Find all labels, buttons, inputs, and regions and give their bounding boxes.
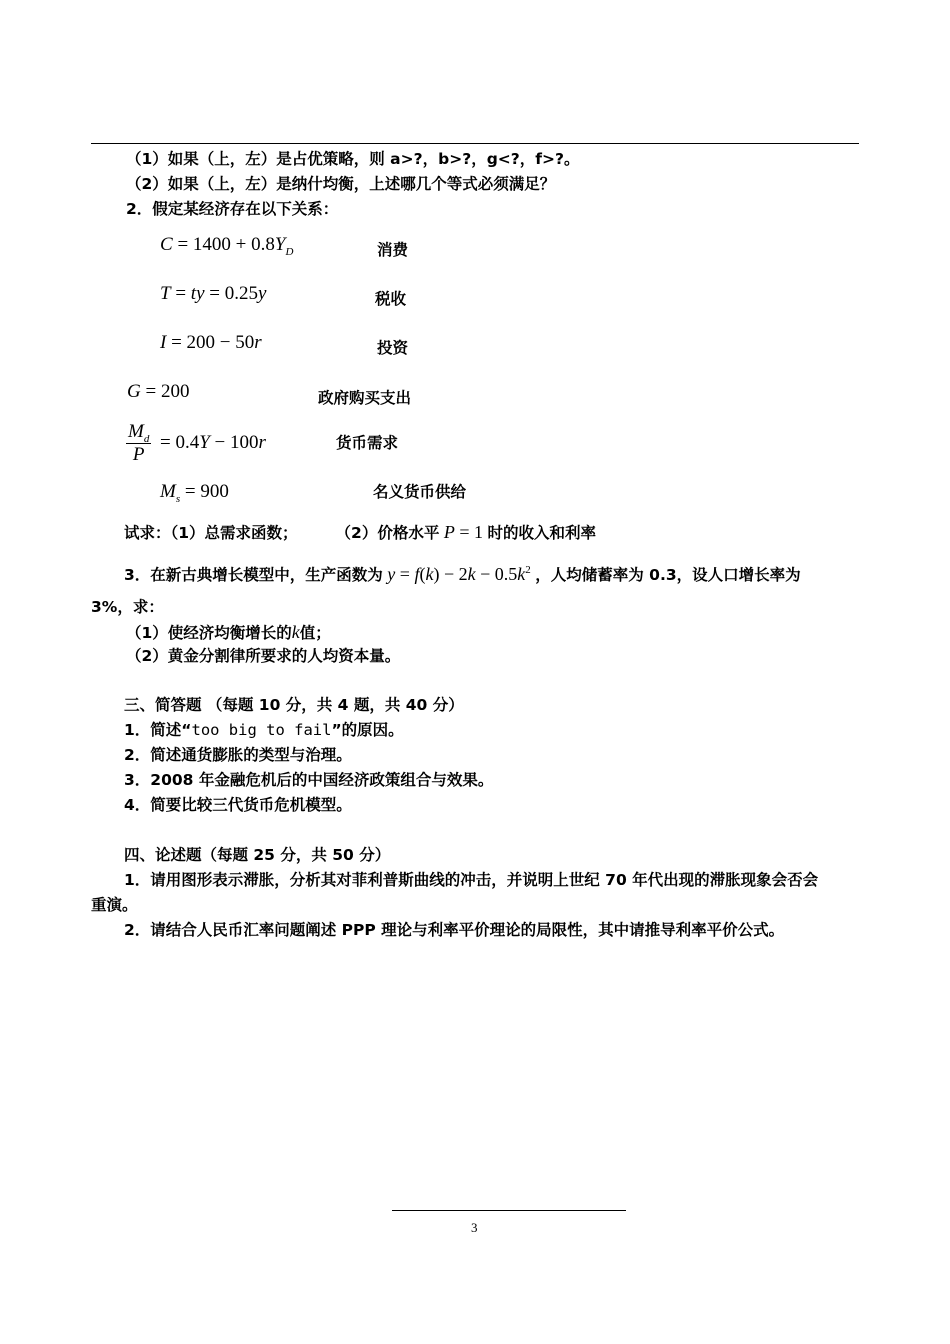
section4-q1-line2: 重演。 (91, 896, 138, 914)
eq-label-money-supply: 名义货币供给 (373, 483, 467, 501)
header-rule (91, 143, 859, 144)
eq-tax: T = ty = 0.25y (160, 283, 267, 304)
section3-q2: 2．简述通货膨胀的类型与治理。 (124, 746, 352, 764)
eq-consumption: $C = 1400 + 0.8Y_D$ (160, 234, 294, 258)
section3-q3: 3．2008 年金融危机后的中国经济政策组合与效果。 (124, 771, 494, 789)
section4-q2: 2．请结合人民币汇率问题阐述 PPP 理论与利率平价理论的局限性，其中请推导利率平价公式。 (124, 921, 785, 939)
q3-continuation: 3%，求： (91, 598, 164, 616)
eq-investment: I = 200 − 50r (160, 332, 262, 353)
q2-ask-part1: 试求：（1）总需求函数； (124, 524, 298, 542)
eq-government: G = 200 (127, 381, 190, 402)
q3-statement (124, 559, 801, 585)
page-number: 3 (471, 1220, 478, 1235)
eq-production-function: $y = f(k) - 2k - 0.5k^2$ (387, 564, 531, 584)
q1-sub-2: （2）如果（上，左）是纳什均衡，上述哪几个等式必须满足？ (126, 175, 556, 193)
eq-label-tax: 税收 (375, 290, 407, 308)
q1-sub-1: （1）如果（上，左）是占优策略，则 a>?，b>?，g<?，f>?。 (126, 150, 580, 168)
section4-title: 四、论述题（每题 25 分，共 50 分） (124, 846, 391, 864)
q2-ask (124, 521, 596, 543)
eq-price-level: P = 1 (443, 522, 488, 542)
eq-money-supply: $M_s = 900$ (160, 481, 229, 505)
section3-q4: 4．简要比较三代货币危机模型。 (124, 796, 352, 814)
section3-q1-post: ”的原因。 (331, 721, 404, 739)
q2-ask-part2-pre: （2）价格水平 (335, 524, 440, 542)
eq-label-money-demand: 货币需求 (336, 434, 399, 452)
footer-rule (392, 1210, 626, 1211)
q3-sub-2: （2）黄金分割律所要求的人均资本量。 (126, 647, 401, 665)
var-k: k (291, 622, 300, 642)
eq-label-consumption: 消费 (377, 241, 409, 259)
section3-q1-pre: 1．简述“ (124, 721, 192, 739)
q2-title: 2．假定某经济存在以下关系： (126, 200, 339, 218)
section3-q1 (124, 720, 404, 740)
section3-title: 三、简答题 （每题 10 分，共 4 题，共 40 分） (124, 696, 464, 714)
q3-post: ，人均储蓄率为 0.3，设人口增长率为 (535, 566, 801, 584)
eq-label-investment: 投资 (377, 339, 409, 357)
q2-ask-part2-post: 时的收入和利率 (487, 524, 597, 542)
q3-sub1-post: 值； (299, 624, 331, 642)
q3-sub1-pre: （1）使经济均衡增长的 (126, 624, 292, 642)
eq-money-demand-fraction: $M_d$ P (128, 421, 150, 465)
q3-sub-1 (126, 621, 331, 643)
eq-label-government: 政府购买支出 (318, 389, 412, 407)
q3-pre: 3．在新古典增长模型中，生产函数为 (124, 566, 383, 584)
eq-money-demand: = 0.4Y − 100r (160, 432, 266, 453)
section3-q1-phrase: too big to fail (191, 721, 332, 739)
section4-q1-line1: 1．请用图形表示滞胀，分析其对菲利普斯曲线的冲击，并说明上世纪 70 年代出现的滞胀现象会否会 (124, 871, 819, 889)
